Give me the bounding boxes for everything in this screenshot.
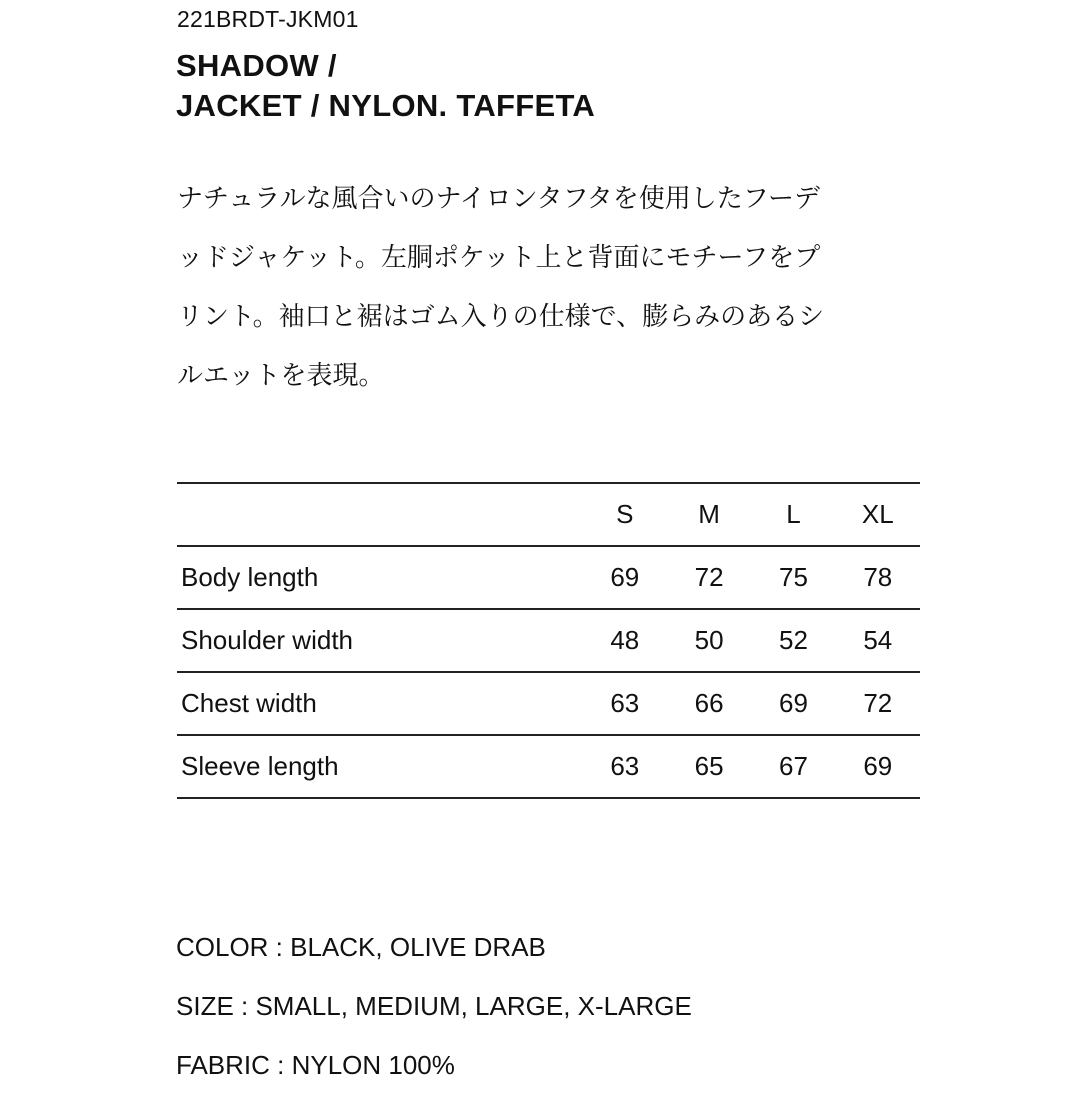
cell-value: 63 bbox=[610, 751, 640, 781]
header-label-cell bbox=[177, 483, 583, 546]
title-line-1: SHADOW / bbox=[176, 48, 337, 83]
description-line: ルエットを表現。 bbox=[177, 361, 385, 391]
cell-value: 50 bbox=[694, 625, 724, 655]
spec-size: SIZE : SMALL, MEDIUM, LARGE, X-LARGE bbox=[176, 991, 692, 1021]
table-row bbox=[177, 672, 920, 735]
product-specs bbox=[176, 918, 692, 1095]
header-size-m: M bbox=[698, 499, 720, 529]
cell-value: 72 bbox=[863, 688, 893, 718]
cell-value: 65 bbox=[694, 751, 724, 781]
cell-value: 52 bbox=[778, 625, 808, 655]
description-line: ナチュラルな風合いのナイロンタフタを使用したフーデ bbox=[177, 184, 820, 214]
cell-value: 69 bbox=[863, 751, 893, 781]
table-row bbox=[177, 735, 920, 798]
product-code: 221BRDT-JKM01 bbox=[177, 6, 359, 32]
row-label: Shoulder width bbox=[181, 625, 353, 655]
header-size-xl: XL bbox=[861, 499, 894, 529]
description-line: ッドジャケット。左胴ポケット上と背面にモチーフをプ bbox=[177, 243, 821, 273]
header-size-s: S bbox=[616, 499, 634, 529]
cell-value: 75 bbox=[778, 562, 808, 592]
cell-value: 78 bbox=[863, 562, 893, 592]
table-header-row bbox=[177, 483, 920, 546]
header-size-l: L bbox=[786, 499, 801, 529]
product-description bbox=[177, 170, 927, 406]
spec-fabric: FABRIC : NYLON 100% bbox=[176, 1050, 455, 1080]
row-label: Chest width bbox=[181, 688, 317, 718]
title-line-2: JACKET / NYLON. TAFFETA bbox=[176, 88, 596, 123]
product-title bbox=[176, 46, 595, 126]
row-label: Sleeve length bbox=[181, 751, 339, 781]
cell-value: 48 bbox=[610, 625, 640, 655]
cell-value: 54 bbox=[863, 625, 893, 655]
cell-value: 69 bbox=[778, 688, 808, 718]
cell-value: 66 bbox=[694, 688, 724, 718]
cell-value: 69 bbox=[610, 562, 640, 592]
spec-color: COLOR : BLACK, OLIVE DRAB bbox=[176, 932, 546, 962]
cell-value: 67 bbox=[778, 751, 808, 781]
table-row bbox=[177, 609, 920, 672]
table-row bbox=[177, 546, 920, 609]
cell-value: 63 bbox=[610, 688, 640, 718]
cell-value: 72 bbox=[694, 562, 724, 592]
size-chart-table bbox=[177, 482, 920, 799]
row-label: Body length bbox=[181, 562, 319, 592]
description-line: リント。袖口と裾はゴム入りの仕様で、膨らみのあるシ bbox=[177, 302, 825, 332]
